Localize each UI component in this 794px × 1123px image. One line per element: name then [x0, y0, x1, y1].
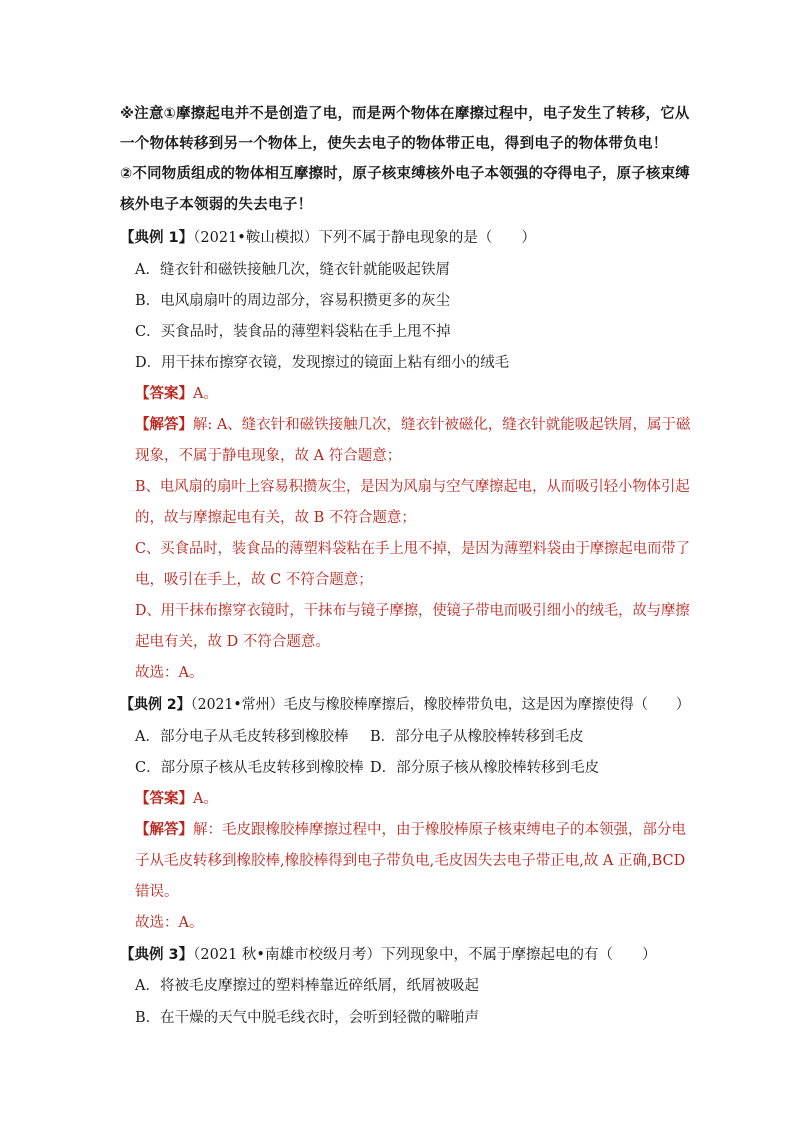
- example-3-tag: 【典例 3】: [120, 947, 194, 963]
- example-1-option-c: C．买食品时，装食品的薄塑料袋粘在手上甩不掉: [135, 324, 451, 340]
- example-2-explain-line-3: 错误。: [135, 884, 179, 900]
- example-2-explain-line-2: 子从毛皮转移到橡胶棒,橡胶棒得到电子带负电,毛皮因失去电子带正电,故 A 正确,BCD: [135, 853, 686, 869]
- example-2-explain-tag: 【解答】: [135, 822, 193, 838]
- example-3-option-b: B．在干燥的天气中脱毛线衣时，会听到轻微的噼啪声: [135, 1010, 480, 1026]
- example-1-tag: 【典例 1】: [120, 230, 194, 246]
- note-line-3: ②不同物质组成的物体相互摩擦时，原子核束缚核外电子本领强的夺得电子，原子核束缚: [120, 166, 690, 182]
- example-2-option-a: A．部分电子从毛皮转移到橡胶棒: [135, 729, 349, 745]
- example-1-explain-line-7: D、用干抹布擦穿衣镜时，干抹布与镜子摩擦，使镜子带电而吸引细小的绒毛，故与摩擦: [135, 603, 690, 619]
- example-2-stem: （2021•常州）毛皮与橡胶棒摩擦后，橡胶棒带负电，这是因为摩擦使得（ ）: [190, 697, 690, 713]
- note-line-2: 一个物体转移到另一个物体上，使失去电子的物体带正电，得到电子的物体带负电！: [120, 136, 668, 152]
- example-1-option-b: B．电风扇扇叶的周边部分，容易积攒更多的灰尘: [135, 293, 451, 309]
- example-1-explain-line-8: 起电有关，故 D 不符合题意。: [135, 634, 330, 650]
- example-2-option-d: D．部分原子核从橡胶棒转移到毛皮: [370, 760, 600, 776]
- example-1-explain-line-5: C、买食品时，装食品的薄塑料袋粘在手上甩不掉，是因为薄塑料袋由于摩擦起电而带了: [135, 541, 691, 557]
- example-3-option-a: A．将被毛皮摩擦过的塑料棒靠近碎纸屑，纸屑被吸起: [135, 978, 479, 994]
- example-3-question: [120, 945, 656, 965]
- example-1-explain-tag: 【解答】: [135, 417, 193, 433]
- example-1-explain-line-3: B、电风扇的扇叶上容易积攒灰尘，是因为风扇与空气摩擦起电，从而吸引轻小物体引起: [135, 479, 690, 495]
- example-3-stem: （2021 秋•南雄市校级月考）下列现象中，不属于摩擦起电的有（ ）: [193, 947, 657, 963]
- example-1-option-d: D．用干抹布擦穿衣镜，发现擦过的镜面上粘有细小的绒毛: [135, 355, 510, 371]
- example-1-answer-tag: 【答案】: [135, 386, 193, 402]
- example-2-option-b: B．部分电子从橡胶棒转移到毛皮: [370, 729, 584, 745]
- example-1-answer: [135, 384, 218, 404]
- example-1-stem: （2021•鞍山模拟）下列不属于静电现象的是（ ）: [193, 230, 536, 246]
- example-1-explain-line-6: 电，吸引在手上，故 C 不符合题意；: [135, 572, 373, 588]
- example-2-explain-line-1: [135, 820, 686, 840]
- note-line-1: ※注意①摩擦起电并不是创造了电，而是两个物体在摩擦过程中，电子发生了转移，它从: [120, 106, 690, 122]
- example-2-question: [120, 695, 690, 715]
- example-1-question: [120, 228, 536, 248]
- example-1-option-a: A．缝衣针和磁铁接触几次，缝衣针就能吸起铁屑: [135, 262, 450, 278]
- example-2-option-c: C．部分原子核从毛皮转移到橡胶棒: [135, 760, 364, 776]
- example-1-explain-line-1: [135, 415, 690, 435]
- example-1-choose: 故选：A。: [135, 665, 204, 681]
- example-1-explain-line-4: 的，故与摩擦起电有关，故 B 不符合题意；: [135, 510, 416, 526]
- example-1-explain-line-2: 现象，不属于静电现象，故 A 符合题意；: [135, 448, 402, 464]
- example-2-explain-text-1: 解：毛皮跟橡胶棒摩擦过程中，由于橡胶棒原子核束缚电子的本领强，部分电: [193, 822, 686, 838]
- example-2-choose: 故选：A。: [135, 915, 204, 931]
- example-1-explain-text-1: 解: A、缝衣针和磁铁接触几次，缝衣针被磁化，缝衣针就能吸起铁屑，属于磁: [192, 417, 691, 433]
- example-1-answer-value: A。: [193, 386, 218, 402]
- note-line-4: 核外电子本领弱的失去电子！: [120, 197, 313, 213]
- example-2-tag: 【典例 2】: [120, 697, 191, 713]
- example-2-answer-tag: 【答案】: [135, 791, 193, 807]
- example-2-answer-value: A。: [193, 791, 218, 807]
- example-2-answer: [135, 789, 218, 809]
